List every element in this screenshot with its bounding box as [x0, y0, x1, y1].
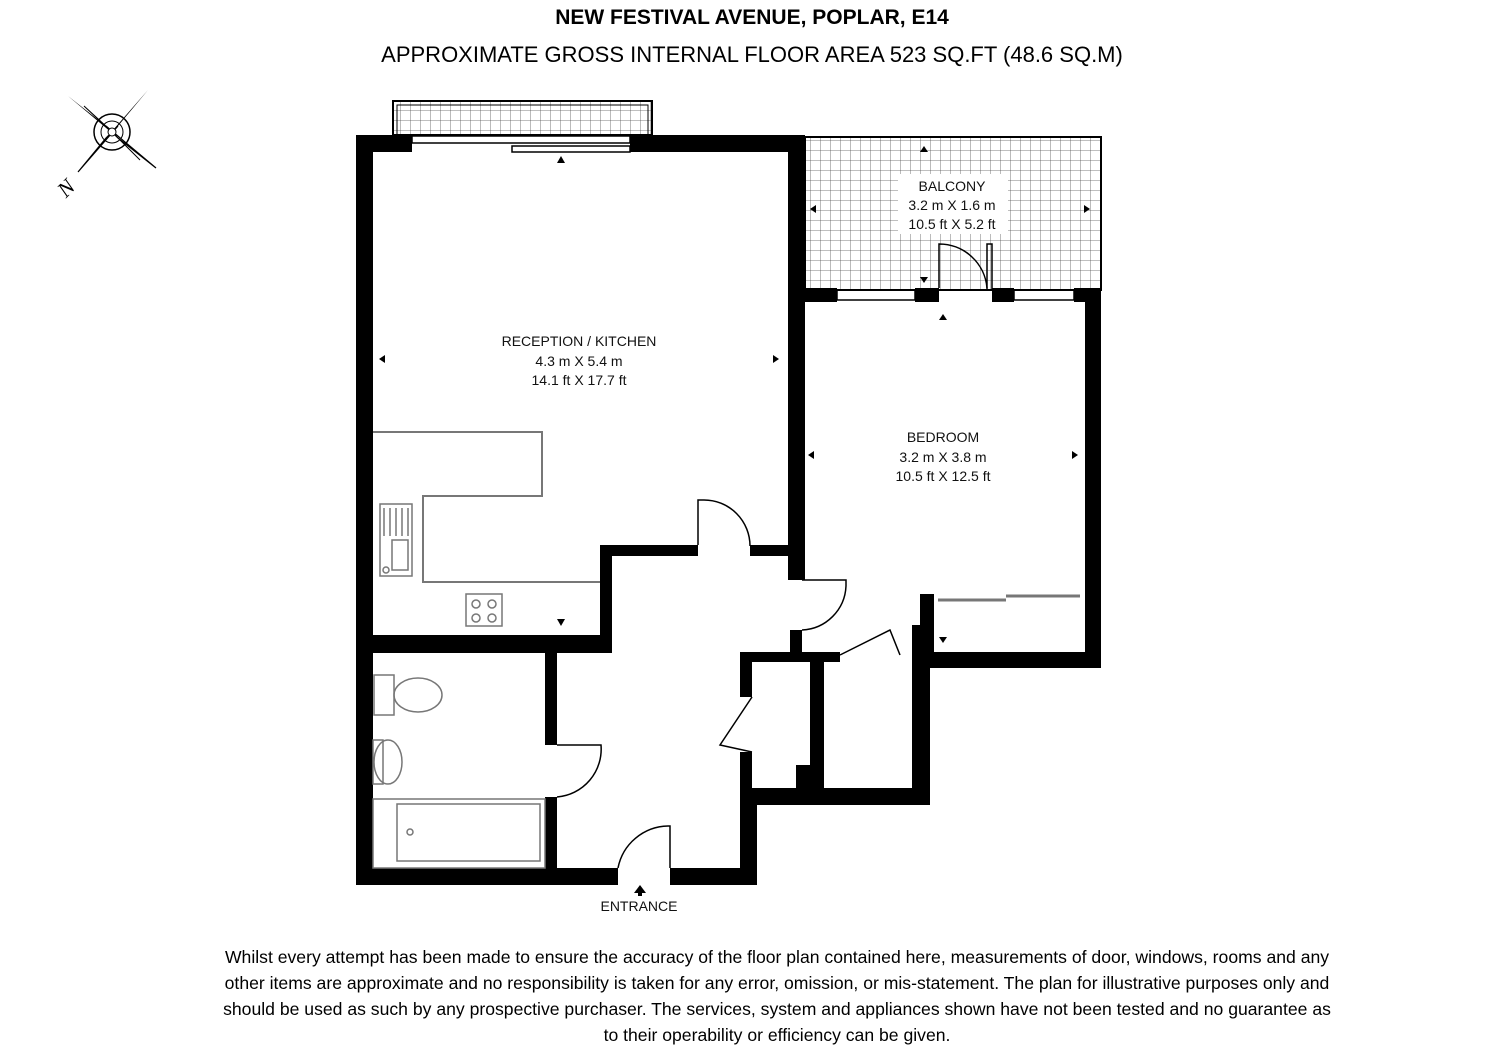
north-label: N	[51, 173, 80, 203]
reception-name: RECEPTION / KITCHEN	[501, 333, 657, 349]
toilet-icon	[374, 675, 442, 715]
disclaimer-line: should be used as such by any prospective purchaser. The services, system and appliances shown have not been tested and no guarantee as	[223, 999, 1331, 1019]
property-address: NEW FESTIVAL AVENUE, POPLAR, E14	[555, 6, 949, 29]
balcony-imperial: 10.5 ft X 5.2 ft	[908, 216, 996, 232]
basin-icon	[373, 740, 402, 784]
disclaimer-line: other items are approximate and no responsibility is taken for any error, omission, or mis-statement. The plan for illustrative purposes only and	[224, 973, 1330, 993]
bath-icon	[373, 799, 545, 868]
bedroom-name: BEDROOM	[906, 429, 980, 445]
entrance-label: ENTRANCE	[600, 898, 678, 914]
disclaimer	[92, 944, 1462, 1048]
hob-icon	[466, 594, 502, 626]
floor-area: APPROXIMATE GROSS INTERNAL FLOOR AREA 523 SQ.FT (48.6 SQ.M)	[381, 42, 1123, 67]
disclaimer-line: to their operability or efficiency can be given.	[603, 1025, 951, 1045]
front-terrace	[393, 101, 652, 135]
bedroom-metric: 3.2 m X 3.8 m	[899, 449, 987, 465]
disclaimer-line: Whilst every attempt has been made to ensure the accuracy of the floor plan contained here, measurements of door, windows, rooms and any	[224, 947, 1330, 967]
balcony-metric: 3.2 m X 1.6 m	[908, 197, 996, 213]
wardrobe-rail	[938, 596, 1080, 600]
sink-icon	[380, 504, 412, 576]
reception-imperial: 14.1 ft X 17.7 ft	[531, 372, 627, 388]
kitchen-counter	[373, 432, 600, 582]
bedroom-imperial: 10.5 ft X 12.5 ft	[895, 468, 991, 484]
reception-metric: 4.3 m X 5.4 m	[535, 353, 623, 369]
compass-icon	[51, 90, 156, 203]
balcony-name: BALCONY	[918, 178, 986, 194]
